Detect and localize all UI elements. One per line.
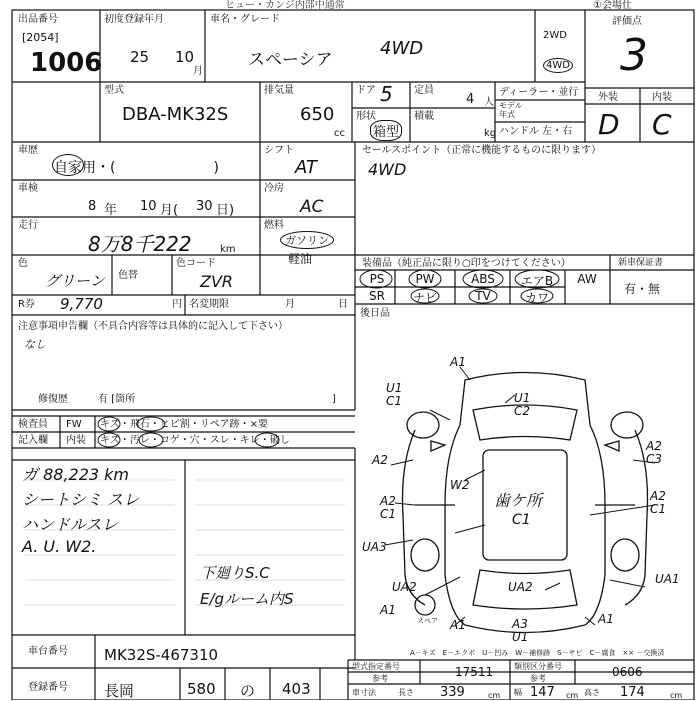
inspector-entry-label: 記入欄 [18,435,48,446]
history-circle [52,154,84,176]
new-warranty-value: 有・無 [624,282,661,296]
dmg-center-c1: C1 [512,512,531,528]
inspection-day-unit: 日) [216,203,235,218]
dmg-a1-top: A1 [450,355,466,369]
doors-value: 5 [380,82,393,106]
mileage-unit: km [220,244,236,255]
fuel-label: 燃料 [264,220,284,231]
score-ext-value: D [598,108,620,141]
mileage-value: 8万8千222 [88,232,192,256]
note-2: シートシミ スレ [22,490,140,509]
dealer-venue-label: ①会場仕 [593,0,632,11]
first-reg-year: 25 [130,48,150,66]
capacity-value: 4 [466,92,475,107]
score-label: 評価点 [612,16,642,27]
shift-value: AT [295,157,317,178]
equipment-label: 装備品（純正品に限り○印をつけてください） [362,258,571,269]
note-3: ハンドルスレ [22,515,118,534]
designation-value: 17511 [455,665,494,679]
check-row-fw-label: FW [66,419,82,430]
check-row-interior-label: 内装 [66,435,86,446]
designation-ref: 参考 [372,674,388,683]
car-name: スペーシア [248,50,333,70]
color-code-label: 色コード [176,258,216,269]
inspection-month: 10 [140,199,157,214]
remarks-label: 後日品 [360,308,390,319]
dmg-ua1: UA1 [655,572,680,586]
inspection-label: 車検 [18,183,38,194]
mileage-label: 走行 [18,220,38,231]
lot-number: 1006 [30,48,103,78]
width-label: 幅 [514,688,522,697]
history-label: 車歴 [18,145,38,156]
score-value: 3 [620,30,648,81]
length-unit: cm [488,691,501,700]
registration-class: 580 [187,680,216,698]
height-label: 高さ [584,688,600,697]
car-label: 車名・グレード [210,14,280,25]
length-value: 339 [440,685,465,700]
dmg-a2-c1-left: A2 C1 [380,494,397,521]
dmg-u1-c2: U1 C2 [514,391,531,418]
history-value: 自家用・( ) [54,160,219,176]
dmg-a2-left: A2 [372,453,388,467]
lot-label: 出品番号 [18,14,58,25]
color-change-label: 色替 [118,270,138,281]
check-row-interior-value: キズ・汚レ・コゲ・穴・スレ・キレ・破し [100,435,290,446]
header-cut: ヒュー・カンジ内部中通常 [225,0,345,11]
dealer-label: ディーラー・並行 [499,87,579,98]
dmg-center-note: 歯ケ所 [494,491,543,510]
fuel-gas: ガソリン [280,231,334,249]
equip-leather: カワ [524,291,549,305]
shape-label: 形状 [356,111,376,122]
note-5: 下廻りS.C [200,564,270,582]
dmg-spare-label: スペア [417,617,438,625]
sales-point-value: 4WD [368,160,407,179]
note-6: E/gルーム内S [200,590,294,608]
dmg-ua2-center: UA2 [508,580,533,594]
capacity-unit: 人 [484,97,494,108]
dmg-a2-c1-right: A2 C1 [650,489,667,516]
drive-2wd: 2WD [543,30,567,41]
category-label: 類別区分番号 [514,662,562,671]
new-warranty-label: 新車保証書 [618,258,664,268]
inspection-year: 8 [88,199,97,214]
doors-label: ドア [356,85,376,96]
displacement-unit: cc [334,128,345,139]
repair-bracket-end: ] [332,394,336,405]
chassis-label: 車台番号 [28,646,68,657]
first-reg-month: 10 [175,48,195,66]
color-value: グリーン [45,272,105,290]
shift-label: シフト [264,145,294,156]
note-4: A. U. W2. [22,537,97,556]
first-reg-label: 初度登録年月 [104,14,164,25]
aircon-value: AC [300,197,324,217]
equip-sr: SR [369,289,385,303]
car-grade-hand: 4WD [380,38,424,59]
model-value: DBA-MK32S [122,104,229,125]
damage-legend: A－キズ E－エクボ U－凹み W－補修跡 S－サビ C－腐食 ×× －交換済 [410,649,665,657]
recycle-unit: 円 [172,299,182,310]
fuel-diesel: 軽油 [288,252,313,266]
registration-number: 403 [282,680,311,698]
transfer-day: 日 [338,299,348,310]
height-value: 174 [620,685,645,700]
capacity-label: 定員 [414,85,434,96]
category-value: 0606 [612,665,643,679]
model-label: 型式 [104,85,124,96]
designation-label: 型式指定番号 [352,662,400,671]
chassis-value: MK32S-467310 [104,646,219,664]
drive-4wd: 4WD [543,58,573,73]
check-row-fw-value: キズ・飛石・ヒビ割・リペア跡・×要 [100,419,268,430]
transfer-label: 名変期限 [189,299,229,310]
dmg-a2-c3: A2 C3 [646,439,663,466]
length-label: 長さ [398,688,414,697]
dmg-ua2-left: UA2 [392,580,417,594]
score-int-value: C [652,108,672,141]
inspection-day: 30 [196,199,213,214]
dims-label: 車寸法 [352,688,376,697]
load-unit: kg [484,128,497,139]
sales-point-label: セールスポイント（正常に機能するものに限ります） [362,145,602,156]
recycle-value: 9,770 [60,295,103,313]
model-year-label: モデル 年式 [499,101,523,119]
dmg-a1-bottom-left: A1 [380,603,396,617]
registration-region: 長岡 [104,682,135,700]
dmg-ua3: UA3 [362,540,387,554]
dmg-w2: W2 [450,478,470,492]
equipment-circles [355,262,615,304]
dmg-a1-bottom: A1 [450,618,466,632]
notice-label: 注意事項申告欄（不具合内容等は具体的に記入して下さい） [18,321,288,332]
lot-code: [2054] [22,31,59,44]
equip-aw: AW [577,272,597,286]
equip-pw: PW [415,272,435,286]
shape-value: 箱型 [370,120,402,141]
notice-value: なし [24,338,46,351]
dmg-a1-right: A1 [598,612,614,626]
dmg-a3-u1: A3 U1 [512,617,529,644]
inspector-label: 検査員 [18,419,48,430]
first-reg-month-unit: 月 [193,66,203,77]
equip-abs: ABS [471,272,495,286]
repair-value: 有 [箇所 [98,394,136,405]
aircon-label: 冷房 [264,183,284,194]
score-int-label: 内装 [652,92,672,103]
inspection-year-unit: 年 [104,203,118,218]
repair-label: 修復歴 [38,394,68,405]
equip-ps: PS [369,272,385,286]
score-ext-label: 外装 [598,92,618,103]
equip-tv: TV [475,289,491,303]
color-label: 色 [18,258,28,269]
registration-kana: の [240,682,256,700]
check-row-circles [95,414,355,450]
handle-label: ハンドル 左・右 [499,126,573,137]
equip-airbag: エアB [520,274,554,288]
width-unit: cm [566,691,579,700]
equip-navi: ナビ [412,291,437,305]
recycle-label: R券 [18,299,35,310]
registration-label: 登録番号 [28,682,68,693]
displacement-value: 650 [300,104,335,125]
note-1: ガ 88,223 km [22,465,130,484]
height-unit: cm [670,691,683,700]
load-label: 積載 [414,111,434,122]
displacement-label: 排気量 [264,85,294,96]
inspection-month-unit: 月( [160,203,179,218]
transfer-month: 月 [285,299,295,310]
dmg-u1-c1-left: U1 C1 [386,381,403,408]
color-code-value: ZVR [200,272,234,291]
category-ref: 参考 [530,674,546,683]
width-value: 147 [530,685,555,700]
